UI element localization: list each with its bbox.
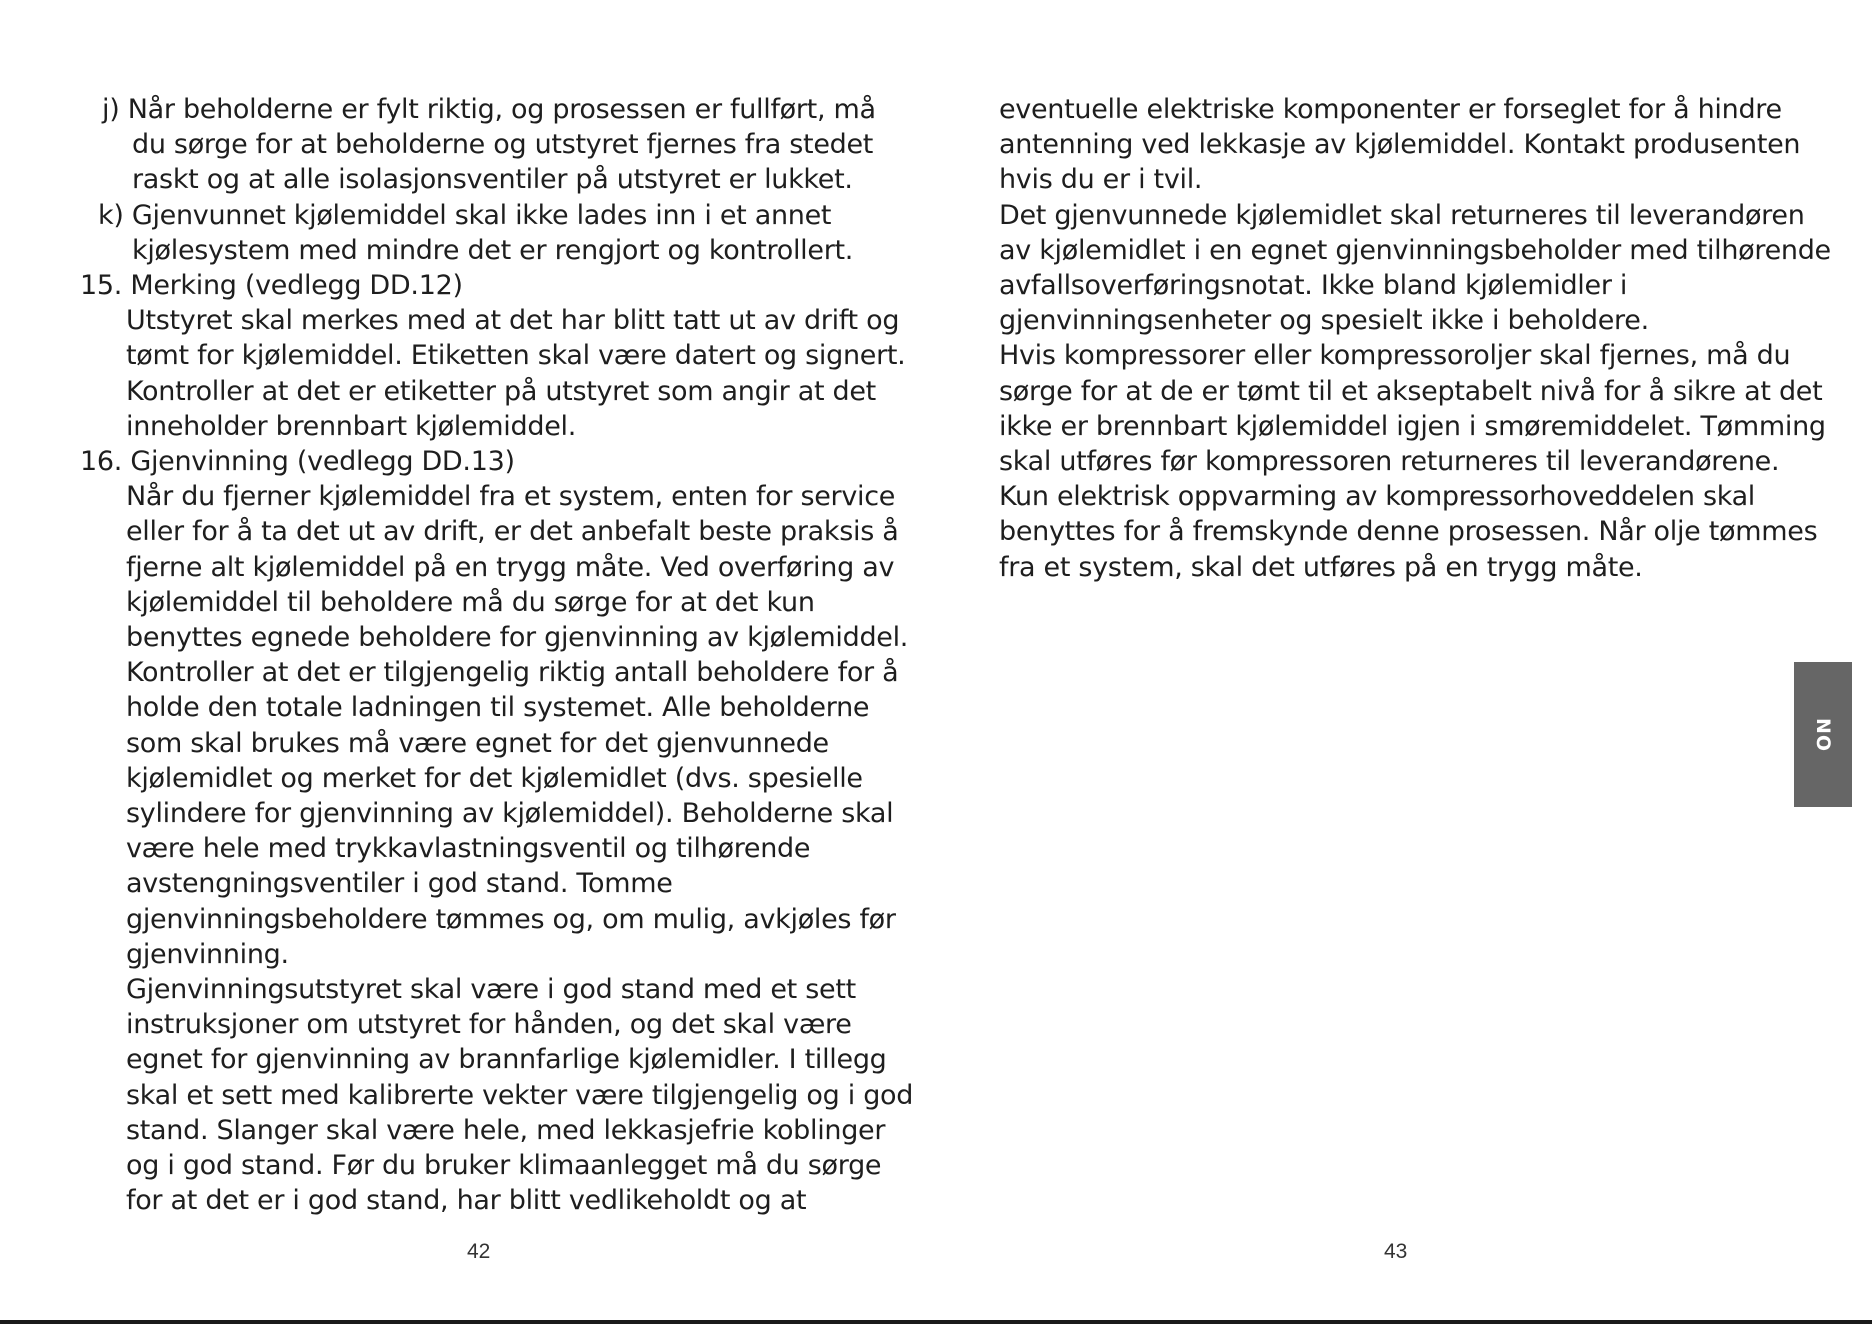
text-line: være hele med trykkavlastningsventil og tilhørende [126, 833, 811, 865]
text-line: antenning ved lekkasje av kjølemiddel. Kontakt produsenten [999, 129, 1801, 161]
text-line: eventuelle elektriske komponenter er forseglet for å hindre [999, 94, 1782, 125]
text-line: fra et system, skal det utføres på en trygg måte. [999, 551, 1643, 583]
left-page-text [80, 92, 914, 1219]
text-line: fjerne alt kjølemiddel på en trygg måte. Ved overføring av [126, 551, 895, 583]
text-line: skal et sett med kalibrerte vekter være tilgjengelig og i god [126, 1079, 914, 1111]
text-line: Når du fjerner kjølemiddel fra et system, enten for service [126, 481, 896, 513]
text-line: avfallsoverføringsnotat. Ikke bland kjølemidler i [999, 270, 1628, 302]
text-line: benyttes for å fremskynde denne prosessen. Når olje tømmes [999, 516, 1818, 548]
text-line: ikke er brennbart kjølemiddel igjen i smøremiddelet. Tømming [999, 410, 1826, 442]
text-line: sørge for at de er tømt til et akseptabelt nivå for å sikre at det [999, 375, 1823, 407]
language-tab [1794, 662, 1852, 807]
text-line: gjenvinning. [126, 938, 289, 970]
text-line: hvis du er i tvil. [999, 164, 1203, 196]
text-line: Kontroller at det er etiketter på utstyret som angir at det [126, 375, 876, 407]
text-line: 16. Gjenvinning (vedlegg DD.13) [80, 446, 515, 478]
text-line: og i god stand. Før du bruker klimaanlegget må du sørge [126, 1150, 882, 1182]
text-line: stand. Slanger skal være hele, med lekkasjefrie koblinger [126, 1114, 886, 1146]
text-line: skal utføres før kompressoren returneres til leverandørene. [999, 446, 1780, 478]
text-line: eller for å ta det ut av drift, er det anbefalt beste praksis å [126, 516, 899, 548]
language-tab-label: NO [1812, 717, 1834, 752]
text-line: Det gjenvunnede kjølemidlet skal returneres til leverandøren [999, 199, 1805, 231]
text-line: av kjølemidlet i en egnet gjenvinningsbeholder med tilhørende [999, 234, 1831, 266]
right-page-text [999, 92, 1831, 585]
text-line: raskt og at alle isolasjonsventiler på utstyret er lukket. [132, 164, 853, 196]
text-line: Kontroller at det er tilgjengelig riktig antall beholdere for å [126, 657, 899, 689]
text-line: j) Når beholderne er fylt riktig, og prosessen er fullført, må [102, 94, 876, 125]
text-line: Gjenvinningsutstyret skal være i god stand med et sett [126, 974, 856, 1006]
text-line: k) Gjenvunnet kjølemiddel skal ikke lades inn i et annet [98, 199, 832, 231]
text-line: tømt for kjølemiddel. Etiketten skal være datert og signert. [126, 340, 906, 372]
text-line: gjenvinningsenheter og spesielt ikke i beholdere. [999, 305, 1649, 337]
page-number-left: 42 [467, 1240, 491, 1263]
text-line: Hvis kompressorer eller kompressoroljer skal fjernes, må du [999, 340, 1791, 372]
text-line: gjenvinningsbeholdere tømmes og, om mulig, avkjøles før [126, 903, 896, 935]
text-line: inneholder brennbart kjølemiddel. [126, 410, 576, 442]
text-line: avstengningsventiler i god stand. Tomme [126, 868, 673, 900]
text-line: egnet for gjenvinning av brannfarlige kjølemidler. I tillegg [126, 1044, 887, 1076]
bottom-border [0, 1320, 1872, 1324]
text-line: kjølemiddel til beholdere må du sørge for at det kun [126, 586, 815, 618]
text-line: 15. Merking (vedlegg DD.12) [80, 270, 463, 302]
text-line: benyttes egnede beholdere for gjenvinning av kjølemiddel. [126, 622, 909, 654]
text-line: holde den totale ladningen til systemet. Alle beholderne [126, 692, 870, 724]
text-line: Kun elektrisk oppvarming av kompressorhoveddelen skal [999, 481, 1756, 513]
text-line: du sørge for at beholderne og utstyret fjernes fra stedet [132, 129, 874, 161]
text-line: kjølesystem med mindre det er rengjort og kontrollert. [132, 234, 854, 266]
text-line: sylindere for gjenvinning av kjølemiddel). Beholderne skal [126, 798, 894, 830]
page-number-right: 43 [1384, 1240, 1408, 1263]
text-line: Utstyret skal merkes med at det har blitt tatt ut av drift og [126, 305, 900, 337]
text-line: instruksjoner om utstyret for hånden, og det skal være [126, 1009, 852, 1041]
text-line: for at det er i god stand, har blitt vedlikeholdt og at [126, 1185, 807, 1217]
text-line: som skal brukes må være egnet for det gjenvunnede [126, 727, 829, 759]
text-line: kjølemidlet og merket for det kjølemidlet (dvs. spesielle [126, 762, 863, 794]
